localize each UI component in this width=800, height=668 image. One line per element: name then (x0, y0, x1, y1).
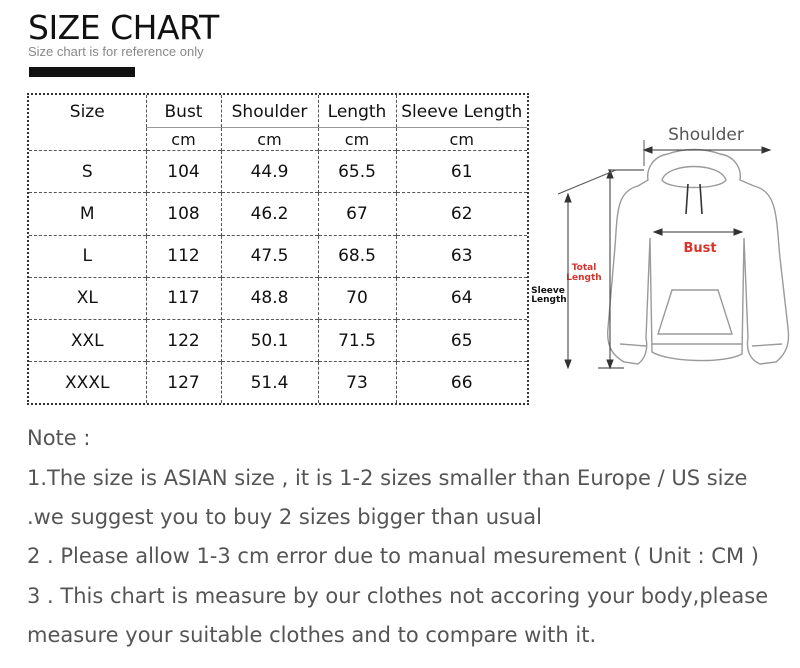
title-underline-bar (29, 67, 135, 77)
table-row-cell: 50.1 (221, 320, 318, 362)
table-unit-row (29, 128, 527, 151)
table-row-cell: 112 (146, 235, 221, 277)
table-header-row-cell: Length (318, 95, 396, 128)
sleeve-length-label-1: Sleeve (531, 286, 565, 296)
total-length-label-1: Total (571, 263, 597, 273)
table-row (29, 362, 527, 403)
shoulder-label: Shoulder (668, 125, 744, 145)
table-header-row (29, 95, 527, 128)
table-row (29, 235, 527, 277)
table-row-cell: 122 (146, 320, 221, 362)
table-row-cell: M (29, 193, 146, 235)
hoodie-diagram (528, 118, 800, 380)
table-row-cell: 61 (396, 151, 527, 193)
table-row-cell: 71.5 (318, 320, 396, 362)
sleeve-length-label-2: Length (531, 295, 567, 305)
size-table-frame (27, 93, 529, 405)
table-row-cell: XXL (29, 320, 146, 362)
table-row-cell: 67 (318, 193, 396, 235)
table-row-cell: 62 (396, 193, 527, 235)
note-line-1: 1.The size is ASIAN size , it is 1-2 sizes smaller than Europe / US size (27, 466, 748, 490)
table-unit-row-cell: cm (396, 128, 527, 151)
size-table (29, 95, 527, 403)
total-length-label-2: Length (566, 273, 602, 283)
note-line-5: measure your suitable clothes and to compare with it. (27, 623, 597, 647)
bust-label: Bust (683, 241, 717, 256)
table-row-cell: 46.2 (221, 193, 318, 235)
table-header-row-cell: Sleeve Length (396, 95, 527, 128)
table-row-cell: 65 (396, 320, 527, 362)
hoodie-outline (608, 150, 789, 365)
table-row-cell: 70 (318, 277, 396, 319)
hoodie-pocket (658, 290, 732, 334)
table-row-cell: L (29, 235, 146, 277)
note-heading: Note : (27, 426, 91, 450)
table-row-cell: 108 (146, 193, 221, 235)
table-row-cell: 47.5 (221, 235, 318, 277)
table-row-cell: 64 (396, 277, 527, 319)
table-unit-row-cell (29, 128, 146, 151)
table-row (29, 277, 527, 319)
table-row-cell: 65.5 (318, 151, 396, 193)
page-subtitle: Size chart is for reference only (28, 44, 204, 59)
table-row-cell: S (29, 151, 146, 193)
table-row-cell: 66 (396, 362, 527, 403)
table-row-cell: XXXL (29, 362, 146, 403)
table-row-cell: 73 (318, 362, 396, 403)
table-row-cell: 51.4 (221, 362, 318, 403)
table-row-cell: 117 (146, 277, 221, 319)
table-header-row-cell: Shoulder (221, 95, 318, 128)
table-row-cell: 48.8 (221, 277, 318, 319)
table-row (29, 320, 527, 362)
table-row-cell: 63 (396, 235, 527, 277)
table-row-cell: 104 (146, 151, 221, 193)
table-row (29, 193, 527, 235)
table-unit-row-cell: cm (146, 128, 221, 151)
table-unit-row-cell: cm (221, 128, 318, 151)
table-row-cell: 68.5 (318, 235, 396, 277)
page-title: SIZE CHART (28, 8, 219, 47)
table-header-row-cell: Size (69, 102, 105, 123)
table-row-cell: 44.9 (221, 151, 318, 193)
table-header-row-cell: Bust (146, 95, 221, 128)
table-row-cell: XL (29, 277, 146, 319)
note-line-3: 2 . Please allow 1-3 cm error due to manual mesurement ( Unit : CM ) (27, 544, 759, 568)
table-row-cell: 127 (146, 362, 221, 403)
table-row (29, 151, 527, 193)
table-unit-row-cell: cm (318, 128, 396, 151)
note-line-4: 3 . This chart is measure by our clothes not accoring your body,please (27, 584, 769, 608)
note-line-2: .we suggest you to buy 2 sizes bigger than usual (27, 505, 542, 529)
